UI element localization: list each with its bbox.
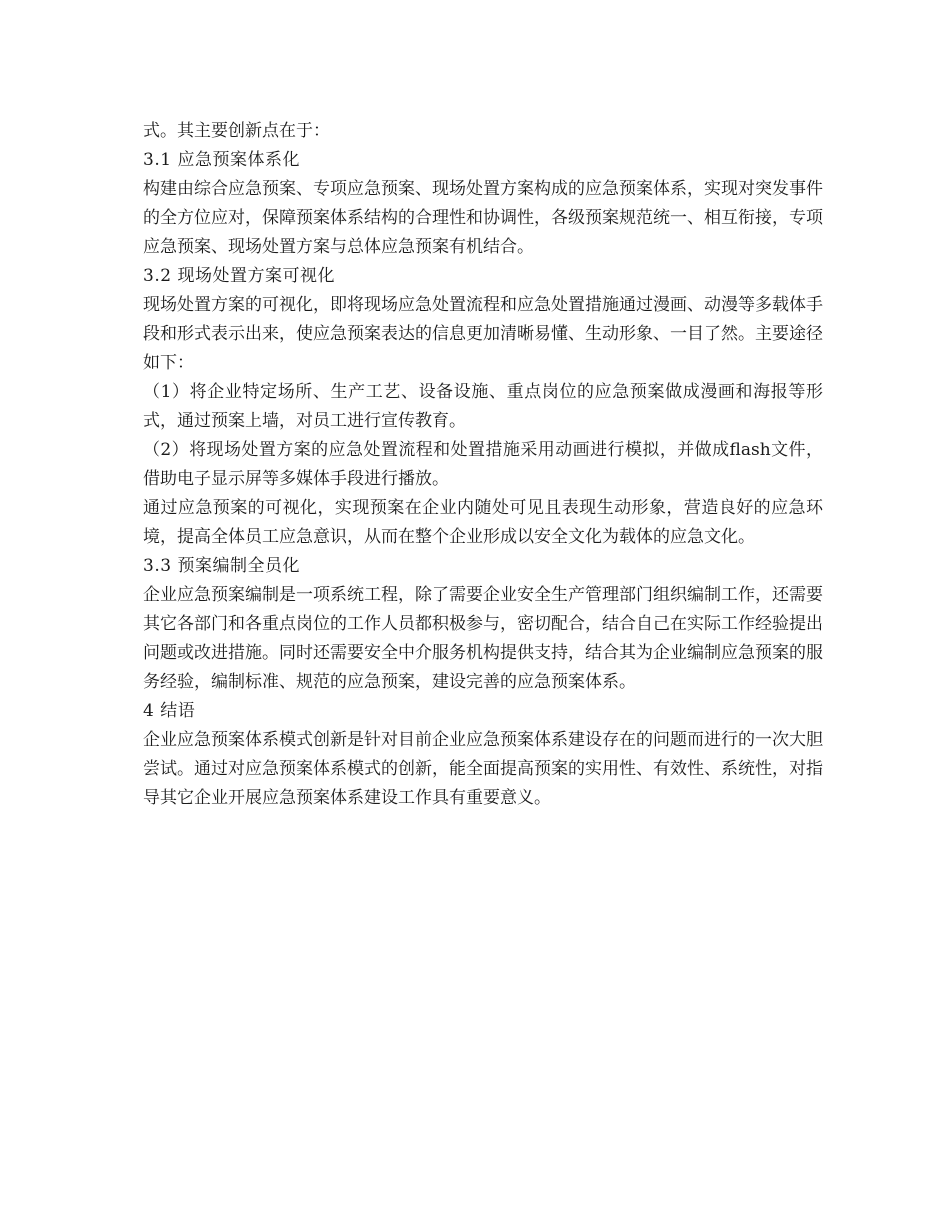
document-body [143, 117, 823, 813]
paragraph-continuation: 式。其主要创新点在于： [143, 121, 330, 141]
paragraph-3-2-item-2: （2）将现场处置方案的应急处置流程和处置措施采用动画进行模拟，并做成flash文件，借助电子显示屏等多媒体手段进行播放。 [143, 440, 823, 489]
paragraph-3-1-body: 构建由综合应急预案、专项应急预案、现场处置方案构成的应急预案体系，实现对突发事件的全方位应对，保障预案体系结构的合理性和协调性，各级预案规范统一、相互衔接，专项应急预案、现场处置方案与总体应急预案有机结合。 [143, 179, 823, 257]
paragraph-3-2-summary: 通过应急预案的可视化，实现预案在企业内随处可见且表现生动形象，营造良好的应急环境，提高全体员工应急意识，从而在整个企业形成以安全文化为载体的应急文化。 [143, 498, 823, 547]
section-heading-3-3: 3.3 预案编制全员化 [143, 556, 300, 576]
paragraph-3-2-intro: 现场处置方案的可视化，即将现场应急处置流程和应急处置措施通过漫画、动漫等多载体手段和形式表示出来，使应急预案表达的信息更加清晰易懂、生动形象、一目了然。主要途径如下： [143, 295, 823, 373]
section-heading-3-1: 3.1 应急预案体系化 [143, 150, 300, 170]
section-heading-3-2: 3.2 现场处置方案可视化 [143, 266, 335, 286]
section-heading-4: 4 结语 [143, 701, 196, 721]
paragraph-3-2-item-1: （1）将企业特定场所、生产工艺、设备设施、重点岗位的应急预案做成漫画和海报等形式，通过预案上墙，对员工进行宣传教育。 [143, 382, 823, 431]
paragraph-conclusion: 企业应急预案体系模式创新是针对目前企业应急预案体系建设存在的问题而进行的一次大胆尝试。通过对应急预案体系模式的创新，能全面提高预案的实用性、有效性、系统性，对指导其它企业开展应急预案体系建设工作具有重要意义。 [143, 730, 823, 808]
paragraph-3-3-body: 企业应急预案编制是一项系统工程，除了需要企业安全生产管理部门组织编制工作，还需要其它各部门和各重点岗位的工作人员都积极参与，密切配合，结合自己在实际工作经验提出问题或改进措施。同时还需要安全中介服务机构提供支持，结合其为企业编制应急预案的服务经验，编制标准、规范的应急预案，建设完善的应急预案体系。 [143, 585, 823, 692]
